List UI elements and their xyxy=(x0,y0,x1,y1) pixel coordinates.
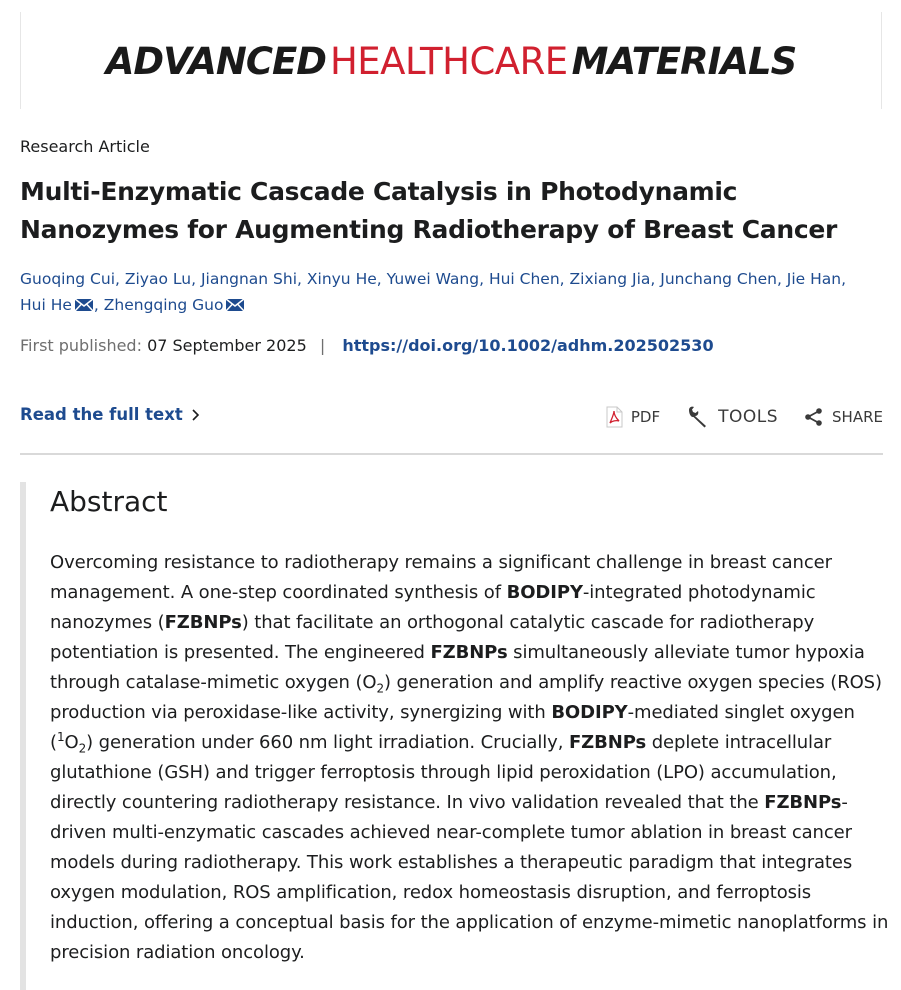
doi-link[interactable]: https://doi.org/10.1002/adhm.202502530 xyxy=(342,336,714,355)
abstract-text-segment: FZBNPs xyxy=(764,792,842,813)
journal-banner[interactable] xyxy=(20,12,882,109)
author-name: Ziyao Lu xyxy=(124,270,192,288)
abstract-text-segment: BODIPY xyxy=(551,702,628,723)
logo-word-advanced: ADVANCED xyxy=(105,40,326,83)
abstract-text-segment: 2 xyxy=(78,741,87,756)
author-name: Hui Chen xyxy=(488,270,560,288)
abstract-text-segment: 2 xyxy=(376,681,384,696)
author-link[interactable] xyxy=(660,270,777,288)
abstract-text-segment: -driven multi-enzymatic cascades achieved near-complete tumor ablation in breast cancer models during radiotherapy. This work establishes a therapeutic paradigm that integrates oxygen modulation, ROS amplification, redox homeostasis disruption, and ferroptosis induction, offering a conceptual basis for the application of enzyme-mimetic nanoplatforms in precision radiation oncology. xyxy=(50,792,889,963)
abstract-text-segment: simultaneously alleviate tumor hypoxia through catalase-mimetic oxygen (O xyxy=(50,642,865,693)
author-link[interactable] xyxy=(20,296,94,314)
logo-word-healthcare: HEALTHCARE xyxy=(329,40,568,83)
author-name: Zixiang Jia xyxy=(569,270,651,288)
author-separator: , xyxy=(479,270,489,288)
author-name: Junchang Chen xyxy=(660,270,777,288)
abstract-text-segment: BODIPY xyxy=(506,582,583,603)
first-published-date: 07 September 2025 xyxy=(147,336,307,355)
share-label: SHARE xyxy=(832,408,883,426)
abstract-section xyxy=(20,482,889,990)
author-link[interactable] xyxy=(787,270,841,288)
abstract-text-segment: deplete intracellular glutathione (GSH) and trigger ferroptosis through lipid peroxidation (LPO) accumulation, directly countering radiotherapy resistance. In vivo validation revealed that the xyxy=(50,732,837,813)
journal-logo[interactable] xyxy=(105,40,797,83)
abstract-text-segment: ) that facilitate an orthogonal catalytic cascade for radiotherapy potentiation is presented. The engineered xyxy=(50,612,815,663)
author-list xyxy=(20,266,886,318)
tools-label: TOOLS xyxy=(718,407,779,427)
mail-icon[interactable] xyxy=(74,298,94,312)
logo-word-materials: MATERIALS xyxy=(571,40,797,83)
author-link[interactable] xyxy=(201,270,297,288)
author-name: Jiangnan Shi xyxy=(200,270,298,288)
author-link[interactable] xyxy=(489,270,560,288)
read-full-text-label: Read the full text xyxy=(20,405,183,424)
author-separator: , xyxy=(776,270,787,288)
author-separator: , xyxy=(297,270,307,288)
abstract-body xyxy=(50,548,895,968)
author-separator: , xyxy=(115,270,125,288)
author-name: Hui He xyxy=(20,296,72,314)
author-name: Xinyu He xyxy=(306,270,377,288)
author-separator: , xyxy=(650,270,661,288)
author-name: Zhengqing Guo xyxy=(103,296,224,314)
abstract-text-segment: FZBNPs xyxy=(430,642,508,663)
pdf-label: PDF xyxy=(630,408,661,426)
section-divider xyxy=(20,453,883,455)
article-type: Research Article xyxy=(20,137,150,156)
first-published-label: First published: xyxy=(20,336,142,355)
abstract-text-segment: ) generation under 660 nm light irradiation. Crucially, xyxy=(86,732,569,753)
chevron-right-icon xyxy=(191,408,200,422)
separator: | xyxy=(319,336,326,355)
author-name: Yuwei Wang xyxy=(386,270,480,288)
abstract-text-segment: 1 xyxy=(56,730,65,744)
author-separator: , xyxy=(559,270,570,288)
share-icon xyxy=(804,407,824,427)
author-name: Jie Han xyxy=(786,270,842,288)
author-link[interactable] xyxy=(570,270,651,288)
article-tools xyxy=(605,405,883,429)
share-button[interactable] xyxy=(804,407,883,427)
read-full-text-link[interactable] xyxy=(20,405,200,424)
mail-icon[interactable] xyxy=(225,298,245,312)
abstract-text-segment: FZBNPs xyxy=(164,612,242,633)
author-link[interactable] xyxy=(20,270,115,288)
abstract-text-segment: -mediated singlet oxygen ( xyxy=(50,702,855,753)
author-separator: , xyxy=(191,270,201,288)
abstract-text-segment: O xyxy=(64,732,79,753)
abstract-text-segment: Overcoming resistance to radiotherapy remains a significant challenge in breast cancer management. A one-step coordinated synthesis of xyxy=(50,552,832,603)
author-separator: , xyxy=(841,270,847,288)
author-name: Guoqing Cui xyxy=(20,270,116,288)
author-link[interactable] xyxy=(387,270,479,288)
abstract-heading: Abstract xyxy=(50,485,168,518)
tools-button[interactable] xyxy=(686,405,778,429)
author-link[interactable] xyxy=(104,296,246,314)
abstract-text-segment: ) generation and amplify reactive oxygen species (ROS) production via peroxidase-like activity, synergizing with xyxy=(50,672,882,723)
abstract-text-segment: FZBNPs xyxy=(568,732,647,753)
author-separator: , xyxy=(93,296,104,314)
author-link[interactable] xyxy=(125,270,191,288)
author-link[interactable] xyxy=(307,270,377,288)
pdf-button[interactable] xyxy=(605,406,660,428)
wrench-icon xyxy=(686,405,710,429)
publication-info xyxy=(20,336,714,355)
abstract-text-segment: -integrated photodynamic nanozymes ( xyxy=(50,582,816,633)
article-title: Multi-Enzymatic Cascade Catalysis in Photodynamic Nanozymes for Augmenting Radiotherapy of Breast Cancer xyxy=(20,177,838,244)
author-separator: , xyxy=(376,270,387,288)
pdf-icon xyxy=(605,406,623,428)
